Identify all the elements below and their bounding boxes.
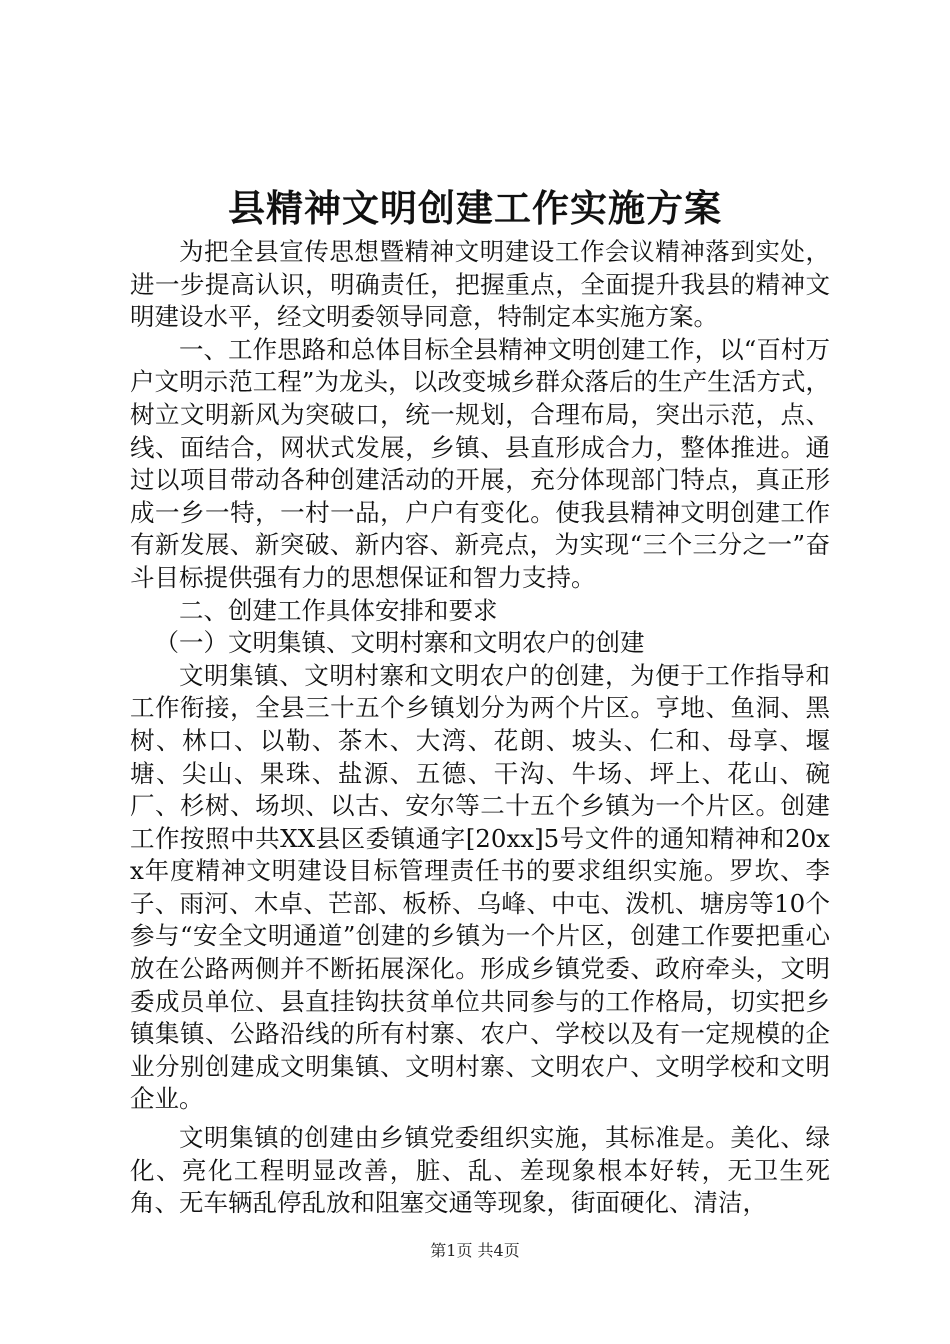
intro-paragraph: 为把全县宣传思想暨精神文明建设工作会议精神落到实处，进一步提高认识，明确责任，把握重点，全面提升我县的精神文明建设水平，经文明委领导同意，特制定本实施方案。 bbox=[130, 237, 830, 332]
document-title: 县精神文明创建工作实施方案 bbox=[228, 186, 722, 230]
section-one-paragraph: 一、工作思路和总体目标全县精神文明创建工作，以“百村万户文明示范工程”为龙头，以改变城乡群众落后的生产生活方式，树立文明新风为突破口，统一规划，合理布局，突出示范，点、线、面结合，网状式发展，乡镇、县直形成合力，整体推进。通过以项目带动各种创建活动的开展，充分体现部门特点，真正形成一乡一特，一村一品，户户有变化。使我县精神文明创建工作有新发展、新突破、新内容、新亮点，为实现“三个三分之一”奋斗目标提供强有力的思想保证和智力支持。 bbox=[130, 334, 830, 592]
page-footer: 第1页 共4页 bbox=[430, 1241, 520, 1260]
document-body bbox=[130, 236, 830, 1220]
section-two-heading: 二、创建工作具体安排和要求 bbox=[179, 595, 498, 625]
subsection-one-paragraph: 文明集镇、文明村寨和文明农户的创建，为便于工作指导和工作衔接，全县三十五个乡镇划分为两个片区。亨地、鱼洞、黑树、林口、以勒、茶木、大湾、花朗、坡头、仁和、母享、堰塘、尖山、果珠、盐源、五德、干沟、牛场、坪上、花山、碗厂、杉树、场坝、以古、安尔等二十五个乡镇为一个片区。创建工作按照中共XX县区委镇通字[20xx]5号文件的通知精神和20xx年度精神文明建设目标管理责任书的要求组织实施。罗坎、李子、雨河、木卓、芒部、板桥、乌峰、中屯、泼机、塘房等10个参与“安全文明通道”创建的乡镇为一个片区，创建工作要把重心放在公路两侧并不断拓展深化。形成乡镇党委、政府牵头，文明委成员单位、县直挂钩扶贫单位共同参与的工作格局，切实把乡镇集镇、公路沿线的所有村寨、农户、学校以及有一定规模的企业分别创建成文明集镇、文明村寨、文明农户、文明学校和文明企业。 bbox=[130, 660, 830, 1114]
town-standard-paragraph: 文明集镇的创建由乡镇党委组织实施，其标准是。美化、绿化、亮化工程明显改善，脏、乱、差现象根本好转，无卫生死角、无车辆乱停乱放和阻塞交通等现象，街面硬化、清洁， bbox=[130, 1123, 830, 1218]
subsection-one-heading: （一）文明集镇、文明村寨和文明农户的创建 bbox=[154, 628, 645, 658]
